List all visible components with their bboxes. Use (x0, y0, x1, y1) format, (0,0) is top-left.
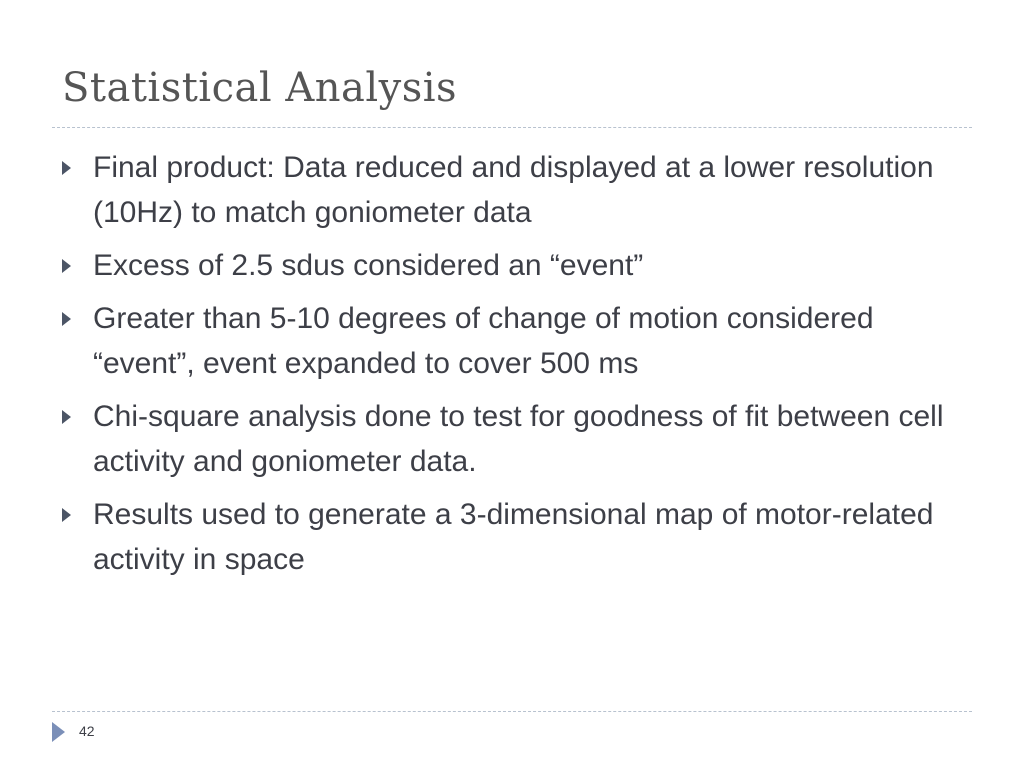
bullet-item (62, 394, 962, 484)
bullet-text: Results used to generate a 3-dimensional map of motor-related activity in space (93, 498, 934, 576)
bullet-text: Greater than 5-10 degrees of change of motion considered “event”, event expanded to cover 500 ms (93, 302, 874, 380)
bullet-item (62, 243, 962, 288)
bullet-list (62, 145, 962, 590)
bullet-text: Final product: Data reduced and displayed at a lower resolution (10Hz) to match goniometer data (93, 151, 934, 229)
bullet-item (62, 145, 962, 235)
triangle-right-icon (62, 508, 71, 522)
triangle-right-icon (62, 312, 71, 326)
bullet-item (62, 296, 962, 386)
title-divider (52, 127, 972, 128)
triangle-right-icon (62, 410, 71, 424)
slide-title: Statistical Analysis (62, 65, 458, 111)
triangle-right-icon (62, 161, 71, 175)
bullet-item (62, 492, 962, 582)
bullet-text: Excess of 2.5 sdus considered an “event” (93, 249, 644, 282)
triangle-right-icon (62, 259, 71, 273)
footer-divider (52, 711, 972, 712)
bullet-text: Chi-square analysis done to test for goodness of fit between cell activity and goniometer data. (93, 400, 944, 478)
triangle-right-icon (52, 722, 65, 742)
page-number: 42 (79, 723, 95, 739)
